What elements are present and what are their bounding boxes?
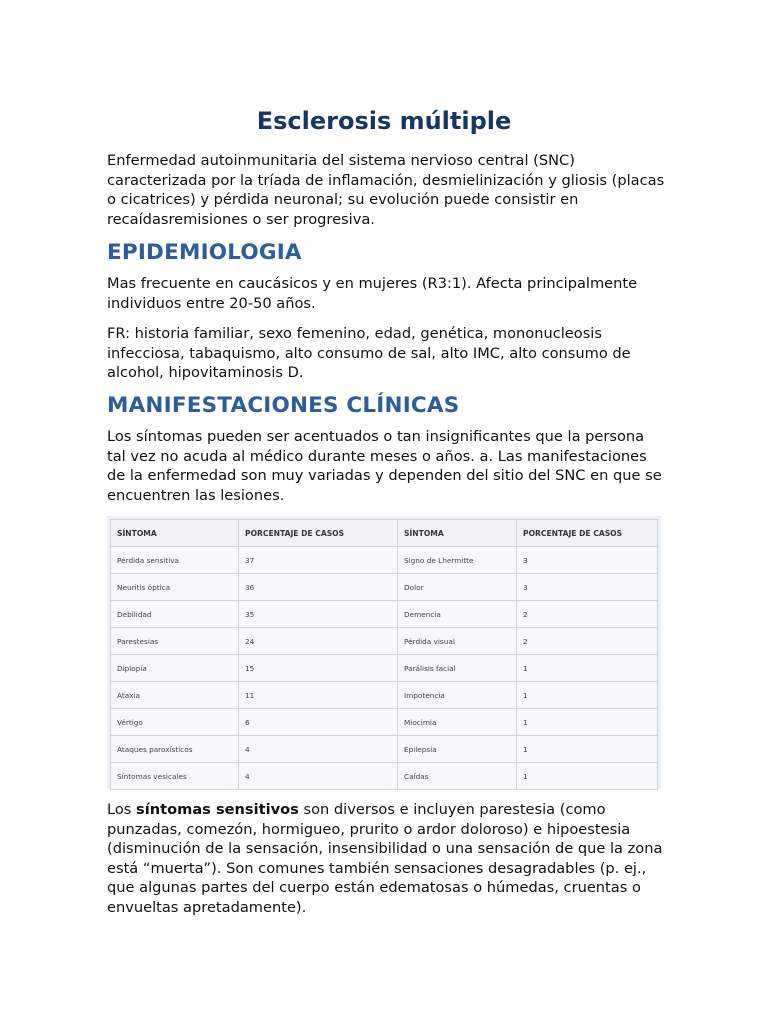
sensitivos-rest: son diversos e incluyen parestesia (como punzadas, comezón, hormigueo, prurito o ardor doloroso) e hipoestesia (disminución de la sensación, insensibilidad o una sensación de que la zona está “muerta”). Son comunes también sensaciones desagradables (p. ej., que algunas partes del cuerpo están edematosas o húmedas, cruentas o envueltas apretadamente). bbox=[107, 801, 663, 916]
table-body bbox=[111, 547, 658, 790]
epidemiologia-paragraph-2: FR: historia familiar, sexo femenino, edad, genética, mononucleosis infecciosa, tabaquismo, alto consumo de sal, alto IMC, alto consumo de alcohol, hipovitaminosis D. bbox=[107, 325, 631, 382]
table-cell: Vértigo bbox=[111, 709, 239, 736]
table-row bbox=[111, 763, 658, 790]
symptoms-table-image bbox=[107, 516, 661, 789]
table-cell: Parálisis facial bbox=[398, 655, 517, 682]
table-cell: 37 bbox=[239, 547, 398, 574]
page-title: Esclerosis múltiple bbox=[256, 107, 512, 135]
table-row bbox=[111, 628, 658, 655]
table-cell: 6 bbox=[239, 709, 398, 736]
table-cell: 2 bbox=[517, 601, 658, 628]
table-cell: 1 bbox=[517, 709, 658, 736]
table-cell: Pérdida sensitiva bbox=[111, 547, 239, 574]
intro-paragraph: Enfermedad autoinmunitaria del sistema nervioso central (SNC) caracterizada por la tríada de inflamación, desmielinización y gliosis (placas o cicatrices) y pérdida neuronal; su evolución puede consistir en recaídasremisiones o ser progresiva. bbox=[107, 152, 665, 228]
table-cell: 15 bbox=[239, 655, 398, 682]
table-cell: Síntomas vesicales bbox=[111, 763, 239, 790]
table-cell: 4 bbox=[239, 763, 398, 790]
table-cell: 1 bbox=[517, 682, 658, 709]
table-cell: 1 bbox=[517, 763, 658, 790]
table-cell: Impotencia bbox=[398, 682, 517, 709]
table-cell: Caídas bbox=[398, 763, 517, 790]
sensitivos-bold: síntomas sensitivos bbox=[136, 801, 299, 818]
table-row bbox=[111, 736, 658, 763]
sensitivos-paragraph bbox=[107, 800, 667, 918]
symptoms-table bbox=[110, 519, 658, 790]
sensitivos-lead: Los bbox=[107, 801, 137, 818]
table-row bbox=[111, 709, 658, 736]
table-cell: Miocimia bbox=[398, 709, 517, 736]
table-cell: 11 bbox=[239, 682, 398, 709]
table-header-row bbox=[111, 520, 658, 547]
table-cell: Neuritis óptica bbox=[111, 574, 239, 601]
table-cell: Demencia bbox=[398, 601, 517, 628]
table-cell: Epilepsia bbox=[398, 736, 517, 763]
table-cell: Parestesias bbox=[111, 628, 239, 655]
table-cell: 35 bbox=[239, 601, 398, 628]
table-cell: 36 bbox=[239, 574, 398, 601]
table-cell: 1 bbox=[517, 736, 658, 763]
table-cell: Ataxia bbox=[111, 682, 239, 709]
epidemiologia-heading: EPIDEMIOLOGIA bbox=[107, 240, 302, 265]
table-cell: 3 bbox=[517, 574, 658, 601]
table-cell: Ataques paroxísticos bbox=[111, 736, 239, 763]
manifestaciones-heading: MANIFESTACIONES CLÍNICAS bbox=[107, 393, 460, 418]
table-cell: Signo de Lhermitte bbox=[398, 547, 517, 574]
manifestaciones-paragraph: Los síntomas pueden ser acentuados o tan insignificantes que la persona tal vez no acuda al médico durante meses o años. a. Las manifestaciones de la enfermedad son muy variadas y dependen del sitio del SNC en que se encuentren las lesiones. bbox=[107, 428, 662, 504]
table-cell: 4 bbox=[239, 736, 398, 763]
table-cell: Pérdida visual bbox=[398, 628, 517, 655]
table-cell: 1 bbox=[517, 655, 658, 682]
table-header-cell: SÍNTOMA bbox=[111, 520, 239, 547]
table-cell: Diplopía bbox=[111, 655, 239, 682]
table-cell: Debilidad bbox=[111, 601, 239, 628]
epidemiologia-paragraph-1: Mas frecuente en caucásicos y en mujeres (R3:1). Afecta principalmente individuos entre 20-50 años. bbox=[107, 275, 638, 312]
table-cell: 3 bbox=[517, 547, 658, 574]
table-row bbox=[111, 574, 658, 601]
table-row bbox=[111, 547, 658, 574]
table-header-cell: PORCENTAJE DE CASOS bbox=[239, 520, 398, 547]
table-header-cell: PORCENTAJE DE CASOS bbox=[517, 520, 658, 547]
table-cell: 24 bbox=[239, 628, 398, 655]
table-row bbox=[111, 682, 658, 709]
table-header-cell: SÍNTOMA bbox=[398, 520, 517, 547]
table-cell: 2 bbox=[517, 628, 658, 655]
table-cell: Dolor bbox=[398, 574, 517, 601]
table-row bbox=[111, 655, 658, 682]
table-row bbox=[111, 601, 658, 628]
